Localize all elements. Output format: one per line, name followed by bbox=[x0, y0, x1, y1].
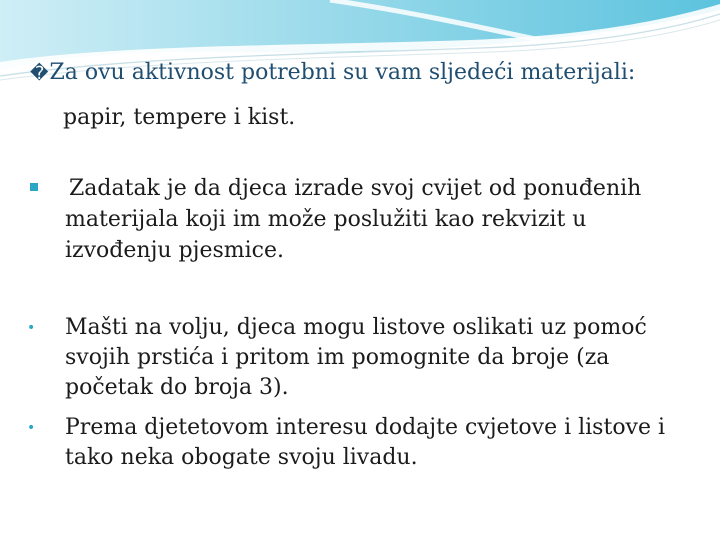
round-bullet-icon: • bbox=[27, 320, 36, 336]
bullet-item-line-3: početak do broja 3). bbox=[65, 375, 289, 400]
bullet-item bbox=[27, 413, 665, 473]
round-bullet-icon: • bbox=[27, 420, 36, 436]
task-line-2: materijala koji im može poslužiti kao rekvizit u bbox=[65, 207, 587, 232]
bullet-item-line-2: svojih prstića i pritom im pomognite da broje (za bbox=[65, 345, 610, 370]
placeholder-glyph-icon: � bbox=[30, 63, 49, 84]
bullet-item-line-2: tako neka obogate svoju livadu. bbox=[65, 445, 418, 470]
bullet-item bbox=[27, 313, 647, 403]
bullet-item-line-1: • Prema djetetovom interesu dodajte cvjetove i listove i bbox=[27, 413, 665, 443]
intro-line-1: �Za ovu aktivnost potrebni su vam sljedeći materijali: bbox=[30, 60, 636, 85]
task-paragraph bbox=[30, 173, 641, 266]
intro-paragraph bbox=[30, 58, 635, 133]
task-line-1: Zadatak je da djeca izrade svoj cvijet od ponuđenih bbox=[30, 173, 641, 204]
task-line-3: izvođenju pjesmice. bbox=[65, 238, 285, 263]
bullet-item-line-1: • Mašti na volju, djeca mogu listove oslikati uz pomoć bbox=[27, 313, 647, 343]
square-bullet-icon bbox=[30, 183, 38, 191]
intro-line-2: papir, tempere i kist. bbox=[63, 105, 296, 130]
